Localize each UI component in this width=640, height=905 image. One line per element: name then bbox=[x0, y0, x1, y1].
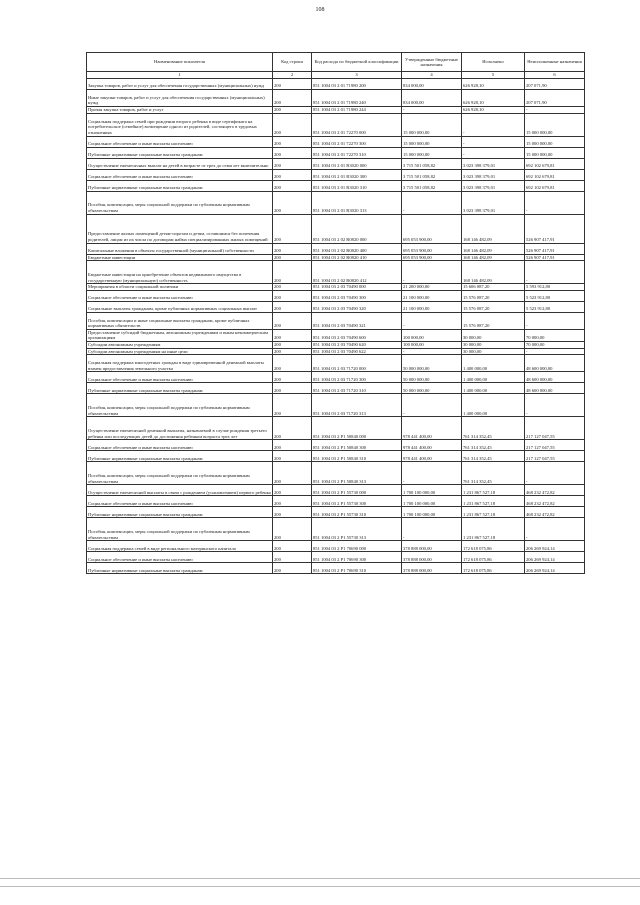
cell-budget-code: 851 1004 03 2 01 R3020 000 bbox=[312, 158, 402, 169]
cell-indicator-name: Осуществление ежемесячных выплат на детей в возрасте от трех до семи лет включительно bbox=[87, 158, 273, 169]
table-row bbox=[87, 214, 585, 243]
cell-unexecuted: - bbox=[525, 348, 585, 355]
cell-budget-code: 851 1004 03 2 01 71980 244 bbox=[312, 107, 402, 114]
cell-unexecuted: 15 000 000,00 bbox=[525, 147, 585, 158]
page-number: 108 bbox=[315, 7, 325, 13]
cell-indicator-name: Бюджетные инвестиции на приобретение объектов недвижимого имущества в государственную (муниципальную) собственность bbox=[87, 261, 273, 284]
cell-executed: 3 023 398 379,01 bbox=[462, 180, 525, 191]
cell-approved: 695 053 900,00 bbox=[402, 214, 462, 243]
cell-budget-code: 851 1004 03 2 P1 55730 310 bbox=[312, 507, 402, 518]
cell-budget-code: 851 1004 03 2 01 R3020 300 bbox=[312, 169, 402, 180]
cell-budget-code: 851 1004 03 2 P1 70690 300 bbox=[312, 552, 402, 563]
table-row bbox=[87, 496, 585, 507]
cell-indicator-name: Публичные нормативные социальные выплаты гражданам bbox=[87, 383, 273, 394]
cell-approved: 21 100 000,00 bbox=[402, 301, 462, 312]
table-row bbox=[87, 180, 585, 191]
cell-budget-code: 851 1004 03 2 02 R0820 412 bbox=[312, 261, 402, 284]
cell-approved: 50 000 000,00 bbox=[402, 372, 462, 383]
cell-unexecuted: 217 127 047,55 bbox=[525, 417, 585, 440]
table-row bbox=[87, 552, 585, 563]
cell-indicator-name: Социальное обеспечение и иные выплаты населению bbox=[87, 496, 273, 507]
table-row bbox=[87, 329, 585, 341]
cell-line-code: 200 bbox=[273, 214, 312, 243]
cell-indicator-name: Предоставление жилых помещений детям-сиротам и детям, оставшимся без попечения родителей, лицам из их числа по договорам найма специализированных жилых помещений bbox=[87, 214, 273, 243]
cell-budget-code: 851 1004 03 2 03 71720 300 bbox=[312, 372, 402, 383]
column-number-row bbox=[87, 72, 585, 79]
cell-line-code: 200 bbox=[273, 348, 312, 355]
table-row bbox=[87, 107, 585, 114]
cell-executed: 761 314 352,45 bbox=[462, 451, 525, 462]
cell-line-code: 200 bbox=[273, 243, 312, 254]
cell-unexecuted: 468 232 472,82 bbox=[525, 485, 585, 496]
cell-budget-code: 851 1004 03 2 03 70490 620 bbox=[312, 341, 402, 348]
table-row bbox=[87, 90, 585, 107]
cell-line-code: 200 bbox=[273, 107, 312, 114]
cell-indicator-name: Публичные нормативные социальные выплаты гражданам bbox=[87, 507, 273, 518]
cell-indicator-name: Публичные нормативные социальные выплаты гражданам bbox=[87, 180, 273, 191]
cell-line-code: 200 bbox=[273, 90, 312, 107]
cell-indicator-name: Иные закупки товаров, работ и услуг для обеспечения государственных (муниципальных) нужд bbox=[87, 90, 273, 107]
header-row bbox=[87, 53, 585, 72]
cell-approved: - bbox=[402, 394, 462, 417]
cell-executed: 168 146 482,09 bbox=[462, 261, 525, 284]
cell-budget-code: 851 1004 03 2 P1 55730 000 bbox=[312, 485, 402, 496]
cell-unexecuted: 217 127 047,55 bbox=[525, 451, 585, 462]
cell-executed: 3 023 398 379,01 bbox=[462, 158, 525, 169]
cell-approved: - bbox=[402, 518, 462, 541]
cell-line-code: 200 bbox=[273, 462, 312, 485]
cell-executed: 1 400 000,00 bbox=[462, 383, 525, 394]
cell-budget-code: 851 1004 03 2 03 70490 600 bbox=[312, 329, 402, 341]
cell-budget-code: 851 1004 03 2 01 72270 000 bbox=[312, 113, 402, 136]
cell-line-code: 200 bbox=[273, 552, 312, 563]
column-number: 1 bbox=[87, 72, 273, 79]
cell-executed: 168 146 482,09 bbox=[462, 254, 525, 261]
cell-executed: 172 618 075,86 bbox=[462, 563, 525, 574]
cell-budget-code: 851 1004 03 2 01 72270 300 bbox=[312, 136, 402, 147]
cell-line-code: 200 bbox=[273, 417, 312, 440]
table-row bbox=[87, 312, 585, 329]
cell-indicator-name: Социальное обеспечение и иные выплаты населению bbox=[87, 169, 273, 180]
table-row bbox=[87, 284, 585, 291]
cell-executed: - bbox=[462, 147, 525, 158]
cell-approved: 978 441 400,00 bbox=[402, 417, 462, 440]
cell-indicator-name: Социальное обеспечение и иные выплаты населению bbox=[87, 290, 273, 301]
cell-approved: - bbox=[402, 462, 462, 485]
cell-line-code: 200 bbox=[273, 136, 312, 147]
header-indicator-name: Наименование показателя bbox=[87, 53, 273, 72]
cell-approved: - bbox=[402, 312, 462, 329]
cell-unexecuted: 15 000 000,00 bbox=[525, 136, 585, 147]
cell-executed: 15 576 087,20 bbox=[462, 312, 525, 329]
cell-executed: 1 231 867 527,18 bbox=[462, 507, 525, 518]
cell-approved: 100 000,00 bbox=[402, 341, 462, 348]
cell-executed: 1 400 000,00 bbox=[462, 372, 525, 383]
cell-approved: 50 000 000,00 bbox=[402, 355, 462, 372]
cell-executed: 3 023 398 379,01 bbox=[462, 191, 525, 214]
cell-executed: 1 400 000,00 bbox=[462, 394, 525, 417]
column-number: 3 bbox=[312, 72, 402, 79]
cell-budget-code: 851 1004 03 2 01 R3020 310 bbox=[312, 180, 402, 191]
cell-indicator-name: Публичные нормативные социальные выплаты гражданам bbox=[87, 147, 273, 158]
cell-line-code: 200 bbox=[273, 496, 312, 507]
cell-line-code: 200 bbox=[273, 158, 312, 169]
cell-line-code: 200 bbox=[273, 341, 312, 348]
header-budget-code: Код расхода по бюджетной классификации bbox=[312, 53, 402, 72]
cell-unexecuted: 5 523 912,80 bbox=[525, 301, 585, 312]
cell-unexecuted: 15 000 000,00 bbox=[525, 113, 585, 136]
cell-line-code: 200 bbox=[273, 383, 312, 394]
cell-executed: 1 231 867 527,18 bbox=[462, 518, 525, 541]
cell-budget-code: 851 1004 03 2 03 71720 000 bbox=[312, 355, 402, 372]
cell-executed: 15 606 087,20 bbox=[462, 284, 525, 291]
cell-approved: 21 200 000,00 bbox=[402, 284, 462, 291]
table-row bbox=[87, 417, 585, 440]
cell-line-code: 200 bbox=[273, 518, 312, 541]
cell-line-code: 200 bbox=[273, 312, 312, 329]
cell-unexecuted: 48 600 000,00 bbox=[525, 383, 585, 394]
cell-executed: - bbox=[462, 113, 525, 136]
cell-line-code: 200 bbox=[273, 301, 312, 312]
cell-executed: 30 000,00 bbox=[462, 348, 525, 355]
cell-executed: 1 231 867 527,18 bbox=[462, 485, 525, 496]
cell-unexecuted: - bbox=[525, 191, 585, 214]
cell-executed: 172 618 075,86 bbox=[462, 541, 525, 552]
cell-unexecuted: - bbox=[525, 261, 585, 284]
cell-unexecuted: 48 600 000,00 bbox=[525, 355, 585, 372]
cell-approved: 1 700 100 000,00 bbox=[402, 507, 462, 518]
cell-indicator-name: Субсидии автономным учреждениям на иные цели bbox=[87, 348, 273, 355]
cell-executed: 168 146 482,09 bbox=[462, 214, 525, 243]
cell-unexecuted: 468 232 472,82 bbox=[525, 507, 585, 518]
table-row bbox=[87, 191, 585, 214]
cell-approved: 21 100 000,00 bbox=[402, 290, 462, 301]
table-row bbox=[87, 79, 585, 90]
column-number: 2 bbox=[273, 72, 312, 79]
header-unexecuted: Неисполненные назначения bbox=[525, 53, 585, 72]
cell-indicator-name: Социальная поддержка семей в виде регионального материнского капитала bbox=[87, 541, 273, 552]
table-row bbox=[87, 485, 585, 496]
table-row bbox=[87, 394, 585, 417]
table-row bbox=[87, 113, 585, 136]
cell-unexecuted: 526 907 417,91 bbox=[525, 243, 585, 254]
cell-line-code: 200 bbox=[273, 261, 312, 284]
cell-unexecuted: - bbox=[525, 462, 585, 485]
cell-unexecuted: 692 102 679,81 bbox=[525, 169, 585, 180]
cell-indicator-name: Социальная поддержка многодетных граждан в виде единовременной денежной выплаты взамен предоставления земельного участка bbox=[87, 355, 273, 372]
cell-budget-code: 851 1004 03 2 01 71980 200 bbox=[312, 79, 402, 90]
cell-approved: 3 715 501 058,82 bbox=[402, 158, 462, 169]
cell-indicator-name: Пособия, компенсации, меры социальной поддержки по публичным нормативным обязательствам bbox=[87, 462, 273, 485]
cell-indicator-name: Пособия, компенсации, меры социальной поддержки по публичным нормативным обязательствам bbox=[87, 394, 273, 417]
table-row bbox=[87, 563, 585, 574]
cell-approved: 695 053 900,00 bbox=[402, 254, 462, 261]
cell-unexecuted: 5 593 912,80 bbox=[525, 284, 585, 291]
cell-unexecuted: 217 127 047,55 bbox=[525, 440, 585, 451]
table-row bbox=[87, 301, 585, 312]
cell-unexecuted: 206 269 924,14 bbox=[525, 563, 585, 574]
cell-budget-code: 851 1004 03 2 03 71720 313 bbox=[312, 394, 402, 417]
cell-budget-code: 851 1004 03 2 03 70490 320 bbox=[312, 301, 402, 312]
cell-line-code: 200 bbox=[273, 485, 312, 496]
cell-executed: 626 928,10 bbox=[462, 90, 525, 107]
cell-approved: 978 441 400,00 bbox=[402, 451, 462, 462]
cell-budget-code: 851 1004 03 2 P1 50840 300 bbox=[312, 440, 402, 451]
cell-executed: 761 314 352,45 bbox=[462, 417, 525, 440]
table-row bbox=[87, 440, 585, 451]
cell-indicator-name: Осуществление ежемесячной денежной выплаты, назначаемой в случае рождения третьего ребенка или последующих детей до достижения ребенком возраста трех лет bbox=[87, 417, 273, 440]
cell-line-code: 200 bbox=[273, 440, 312, 451]
table-row bbox=[87, 243, 585, 254]
cell-indicator-name: Социальные выплаты гражданам, кроме публичных нормативных социальных выплат bbox=[87, 301, 273, 312]
cell-line-code: 200 bbox=[273, 355, 312, 372]
cell-approved: 1 700 100 000,00 bbox=[402, 496, 462, 507]
cell-executed: 626 928,10 bbox=[462, 107, 525, 114]
cell-indicator-name: Социальное обеспечение и иные выплаты населению bbox=[87, 440, 273, 451]
table-row bbox=[87, 341, 585, 348]
cell-indicator-name: Осуществление ежемесячной выплаты в связи с рождением (усыновлением) первого ребенка bbox=[87, 485, 273, 496]
cell-executed: 15 576 087,20 bbox=[462, 301, 525, 312]
cell-executed: 3 023 398 379,01 bbox=[462, 169, 525, 180]
cell-budget-code: 851 1004 03 2 01 72270 310 bbox=[312, 147, 402, 158]
column-number: 6 bbox=[525, 72, 585, 79]
table-row bbox=[87, 147, 585, 158]
cell-executed: 1 400 000,00 bbox=[462, 355, 525, 372]
cell-executed: 172 618 075,86 bbox=[462, 552, 525, 563]
cell-budget-code: 851 1004 03 2 P1 50840 313 bbox=[312, 462, 402, 485]
cell-indicator-name: Предоставление субсидий бюджетным, автономным учреждениям и иным некоммерческим организациям bbox=[87, 329, 273, 341]
cell-line-code: 200 bbox=[273, 372, 312, 383]
cell-unexecuted: - bbox=[525, 107, 585, 114]
table-row bbox=[87, 290, 585, 301]
cell-budget-code: 851 1004 03 2 P1 70690 310 bbox=[312, 563, 402, 574]
table-row bbox=[87, 518, 585, 541]
cell-line-code: 200 bbox=[273, 169, 312, 180]
header-executed: Исполнено bbox=[462, 53, 525, 72]
cell-unexecuted: 207 071,90 bbox=[525, 79, 585, 90]
cell-budget-code: 851 1004 03 2 02 R0820 000 bbox=[312, 214, 402, 243]
cell-budget-code: 851 1004 03 2 P1 50840 310 bbox=[312, 451, 402, 462]
cell-line-code: 200 bbox=[273, 113, 312, 136]
cell-approved: - bbox=[402, 191, 462, 214]
cell-approved: 3 715 501 058,82 bbox=[402, 180, 462, 191]
cell-indicator-name: Публичные нормативные социальные выплаты гражданам bbox=[87, 451, 273, 462]
cell-line-code: 200 bbox=[273, 284, 312, 291]
cell-executed: 761 314 352,45 bbox=[462, 440, 525, 451]
cell-budget-code: 851 1004 03 2 03 70490 000 bbox=[312, 284, 402, 291]
cell-unexecuted: 526 907 417,91 bbox=[525, 254, 585, 261]
cell-indicator-name: Публичные нормативные социальные выплаты гражданам bbox=[87, 563, 273, 574]
cell-executed: 15 576 087,20 bbox=[462, 290, 525, 301]
cell-indicator-name: Капитальные вложения в объекты государственной (муниципальной) собственности bbox=[87, 243, 273, 254]
cell-budget-code: 851 1004 03 2 01 R3020 313 bbox=[312, 191, 402, 214]
table-row bbox=[87, 254, 585, 261]
cell-unexecuted: - bbox=[525, 518, 585, 541]
cell-approved: 100 000,00 bbox=[402, 329, 462, 341]
table-row bbox=[87, 372, 585, 383]
cell-budget-code: 851 1004 03 2 03 70490 321 bbox=[312, 312, 402, 329]
cell-line-code: 200 bbox=[273, 191, 312, 214]
cell-approved: 695 053 900,00 bbox=[402, 243, 462, 254]
cell-line-code: 200 bbox=[273, 329, 312, 341]
cell-line-code: 200 bbox=[273, 563, 312, 574]
cell-unexecuted: 48 600 000,00 bbox=[525, 372, 585, 383]
cell-indicator-name: Социальное обеспечение и иные выплаты населению bbox=[87, 552, 273, 563]
cell-line-code: 200 bbox=[273, 451, 312, 462]
cell-indicator-name: Бюджетные инвестиции bbox=[87, 254, 273, 261]
table-row bbox=[87, 541, 585, 552]
cell-unexecuted: 207 071,90 bbox=[525, 90, 585, 107]
cell-approved: 15 000 000,00 bbox=[402, 147, 462, 158]
table-row bbox=[87, 451, 585, 462]
table-row bbox=[87, 507, 585, 518]
cell-budget-code: 851 1004 03 2 02 R0820 400 bbox=[312, 243, 402, 254]
table-row bbox=[87, 169, 585, 180]
cell-approved: 50 000 000,00 bbox=[402, 383, 462, 394]
cell-budget-code: 851 1004 03 2 P1 50840 000 bbox=[312, 417, 402, 440]
cell-approved: 378 888 000,00 bbox=[402, 552, 462, 563]
cell-line-code: 200 bbox=[273, 254, 312, 261]
table-row bbox=[87, 261, 585, 284]
cell-unexecuted: 5 523 912,80 bbox=[525, 290, 585, 301]
cell-budget-code: 851 1004 03 2 03 71720 310 bbox=[312, 383, 402, 394]
cell-indicator-name: Пособия, компенсации и иные социальные выплаты гражданам, кроме публичных нормативных обязательств bbox=[87, 312, 273, 329]
cell-indicator-name: Пособия, компенсации, меры социальной поддержки по публичным нормативным обязательствам bbox=[87, 191, 273, 214]
cell-indicator-name: Социальное обеспечение и иные выплаты населению bbox=[87, 372, 273, 383]
table-row bbox=[87, 348, 585, 355]
cell-line-code: 200 bbox=[273, 507, 312, 518]
footer-rule bbox=[0, 878, 640, 879]
cell-indicator-name: Закупка товаров, работ и услуг для обеспечения государственных (муниципальных) нужд bbox=[87, 79, 273, 90]
column-number: 5 bbox=[462, 72, 525, 79]
cell-line-code: 200 bbox=[273, 147, 312, 158]
cell-indicator-name: Субсидии автономным учреждениям bbox=[87, 341, 273, 348]
cell-unexecuted: - bbox=[525, 394, 585, 417]
cell-approved: 1 700 100 000,00 bbox=[402, 485, 462, 496]
cell-approved: 978 441 400,00 bbox=[402, 440, 462, 451]
cell-indicator-name: Социальная поддержка семей при рождении второго ребенка в виде сертификата на потребительское (семейное) возмещение одного из родителей, состоящего в трудовых отношениях bbox=[87, 113, 273, 136]
cell-budget-code: 851 1004 03 2 03 70490 300 bbox=[312, 290, 402, 301]
cell-approved: 15 000 000,00 bbox=[402, 113, 462, 136]
cell-line-code: 200 bbox=[273, 394, 312, 417]
cell-unexecuted: 206 269 924,14 bbox=[525, 541, 585, 552]
cell-approved: 378 888 000,00 bbox=[402, 541, 462, 552]
cell-executed: - bbox=[462, 136, 525, 147]
cell-unexecuted: 70 000,00 bbox=[525, 329, 585, 341]
cell-line-code: 200 bbox=[273, 79, 312, 90]
cell-approved: 834 000,00 bbox=[402, 79, 462, 90]
cell-approved: 15 000 000,00 bbox=[402, 136, 462, 147]
cell-unexecuted: 70 000,00 bbox=[525, 341, 585, 348]
cell-approved: 3 715 501 058,82 bbox=[402, 169, 462, 180]
cell-line-code: 200 bbox=[273, 180, 312, 191]
cell-budget-code: 851 1004 03 2 03 70490 622 bbox=[312, 348, 402, 355]
cell-line-code: 200 bbox=[273, 290, 312, 301]
footer-rule bbox=[0, 886, 640, 887]
cell-unexecuted: 206 269 924,14 bbox=[525, 552, 585, 563]
cell-executed: 168 146 482,09 bbox=[462, 243, 525, 254]
cell-unexecuted: 468 232 472,82 bbox=[525, 496, 585, 507]
cell-approved: 834 000,00 bbox=[402, 90, 462, 107]
table-row bbox=[87, 158, 585, 169]
cell-approved: - bbox=[402, 107, 462, 114]
cell-budget-code: 851 1004 03 2 P1 55730 300 bbox=[312, 496, 402, 507]
cell-indicator-name: Социальное обеспечение и иные выплаты населению bbox=[87, 136, 273, 147]
cell-line-code: 200 bbox=[273, 541, 312, 552]
cell-unexecuted: 526 907 417,91 bbox=[525, 214, 585, 243]
header-approved: Утвержденные бюджетные назначения bbox=[402, 53, 462, 72]
cell-executed: 1 231 867 527,18 bbox=[462, 496, 525, 507]
table-body bbox=[87, 79, 585, 574]
cell-executed: 30 000,00 bbox=[462, 341, 525, 348]
column-number: 4 bbox=[402, 72, 462, 79]
header-line-code: Код строки bbox=[273, 53, 312, 72]
cell-unexecuted: 692 102 679,81 bbox=[525, 158, 585, 169]
cell-budget-code: 851 1004 03 2 02 R0820 410 bbox=[312, 254, 402, 261]
cell-budget-code: 851 1004 03 2 P1 70690 000 bbox=[312, 541, 402, 552]
cell-budget-code: 851 1004 03 2 01 71980 240 bbox=[312, 90, 402, 107]
table-row bbox=[87, 462, 585, 485]
cell-indicator-name: Прочая закупка товаров, работ и услуг bbox=[87, 107, 273, 114]
table-row bbox=[87, 136, 585, 147]
cell-executed: 761 314 352,45 bbox=[462, 462, 525, 485]
cell-approved: - bbox=[402, 261, 462, 284]
cell-budget-code: 851 1004 03 2 P1 55730 313 bbox=[312, 518, 402, 541]
cell-unexecuted: - bbox=[525, 312, 585, 329]
cell-unexecuted: 692 102 679,81 bbox=[525, 180, 585, 191]
cell-indicator-name: Мероприятия в области социальной политики bbox=[87, 284, 273, 291]
cell-executed: 626 928,10 bbox=[462, 79, 525, 90]
cell-approved: 378 888 000,00 bbox=[402, 563, 462, 574]
table-row bbox=[87, 383, 585, 394]
table-row bbox=[87, 355, 585, 372]
cell-approved: - bbox=[402, 348, 462, 355]
budget-execution-table bbox=[86, 52, 585, 574]
cell-executed: 30 000,00 bbox=[462, 329, 525, 341]
cell-indicator-name: Пособия, компенсации, меры социальной поддержки по публичным нормативным обязательствам bbox=[87, 518, 273, 541]
